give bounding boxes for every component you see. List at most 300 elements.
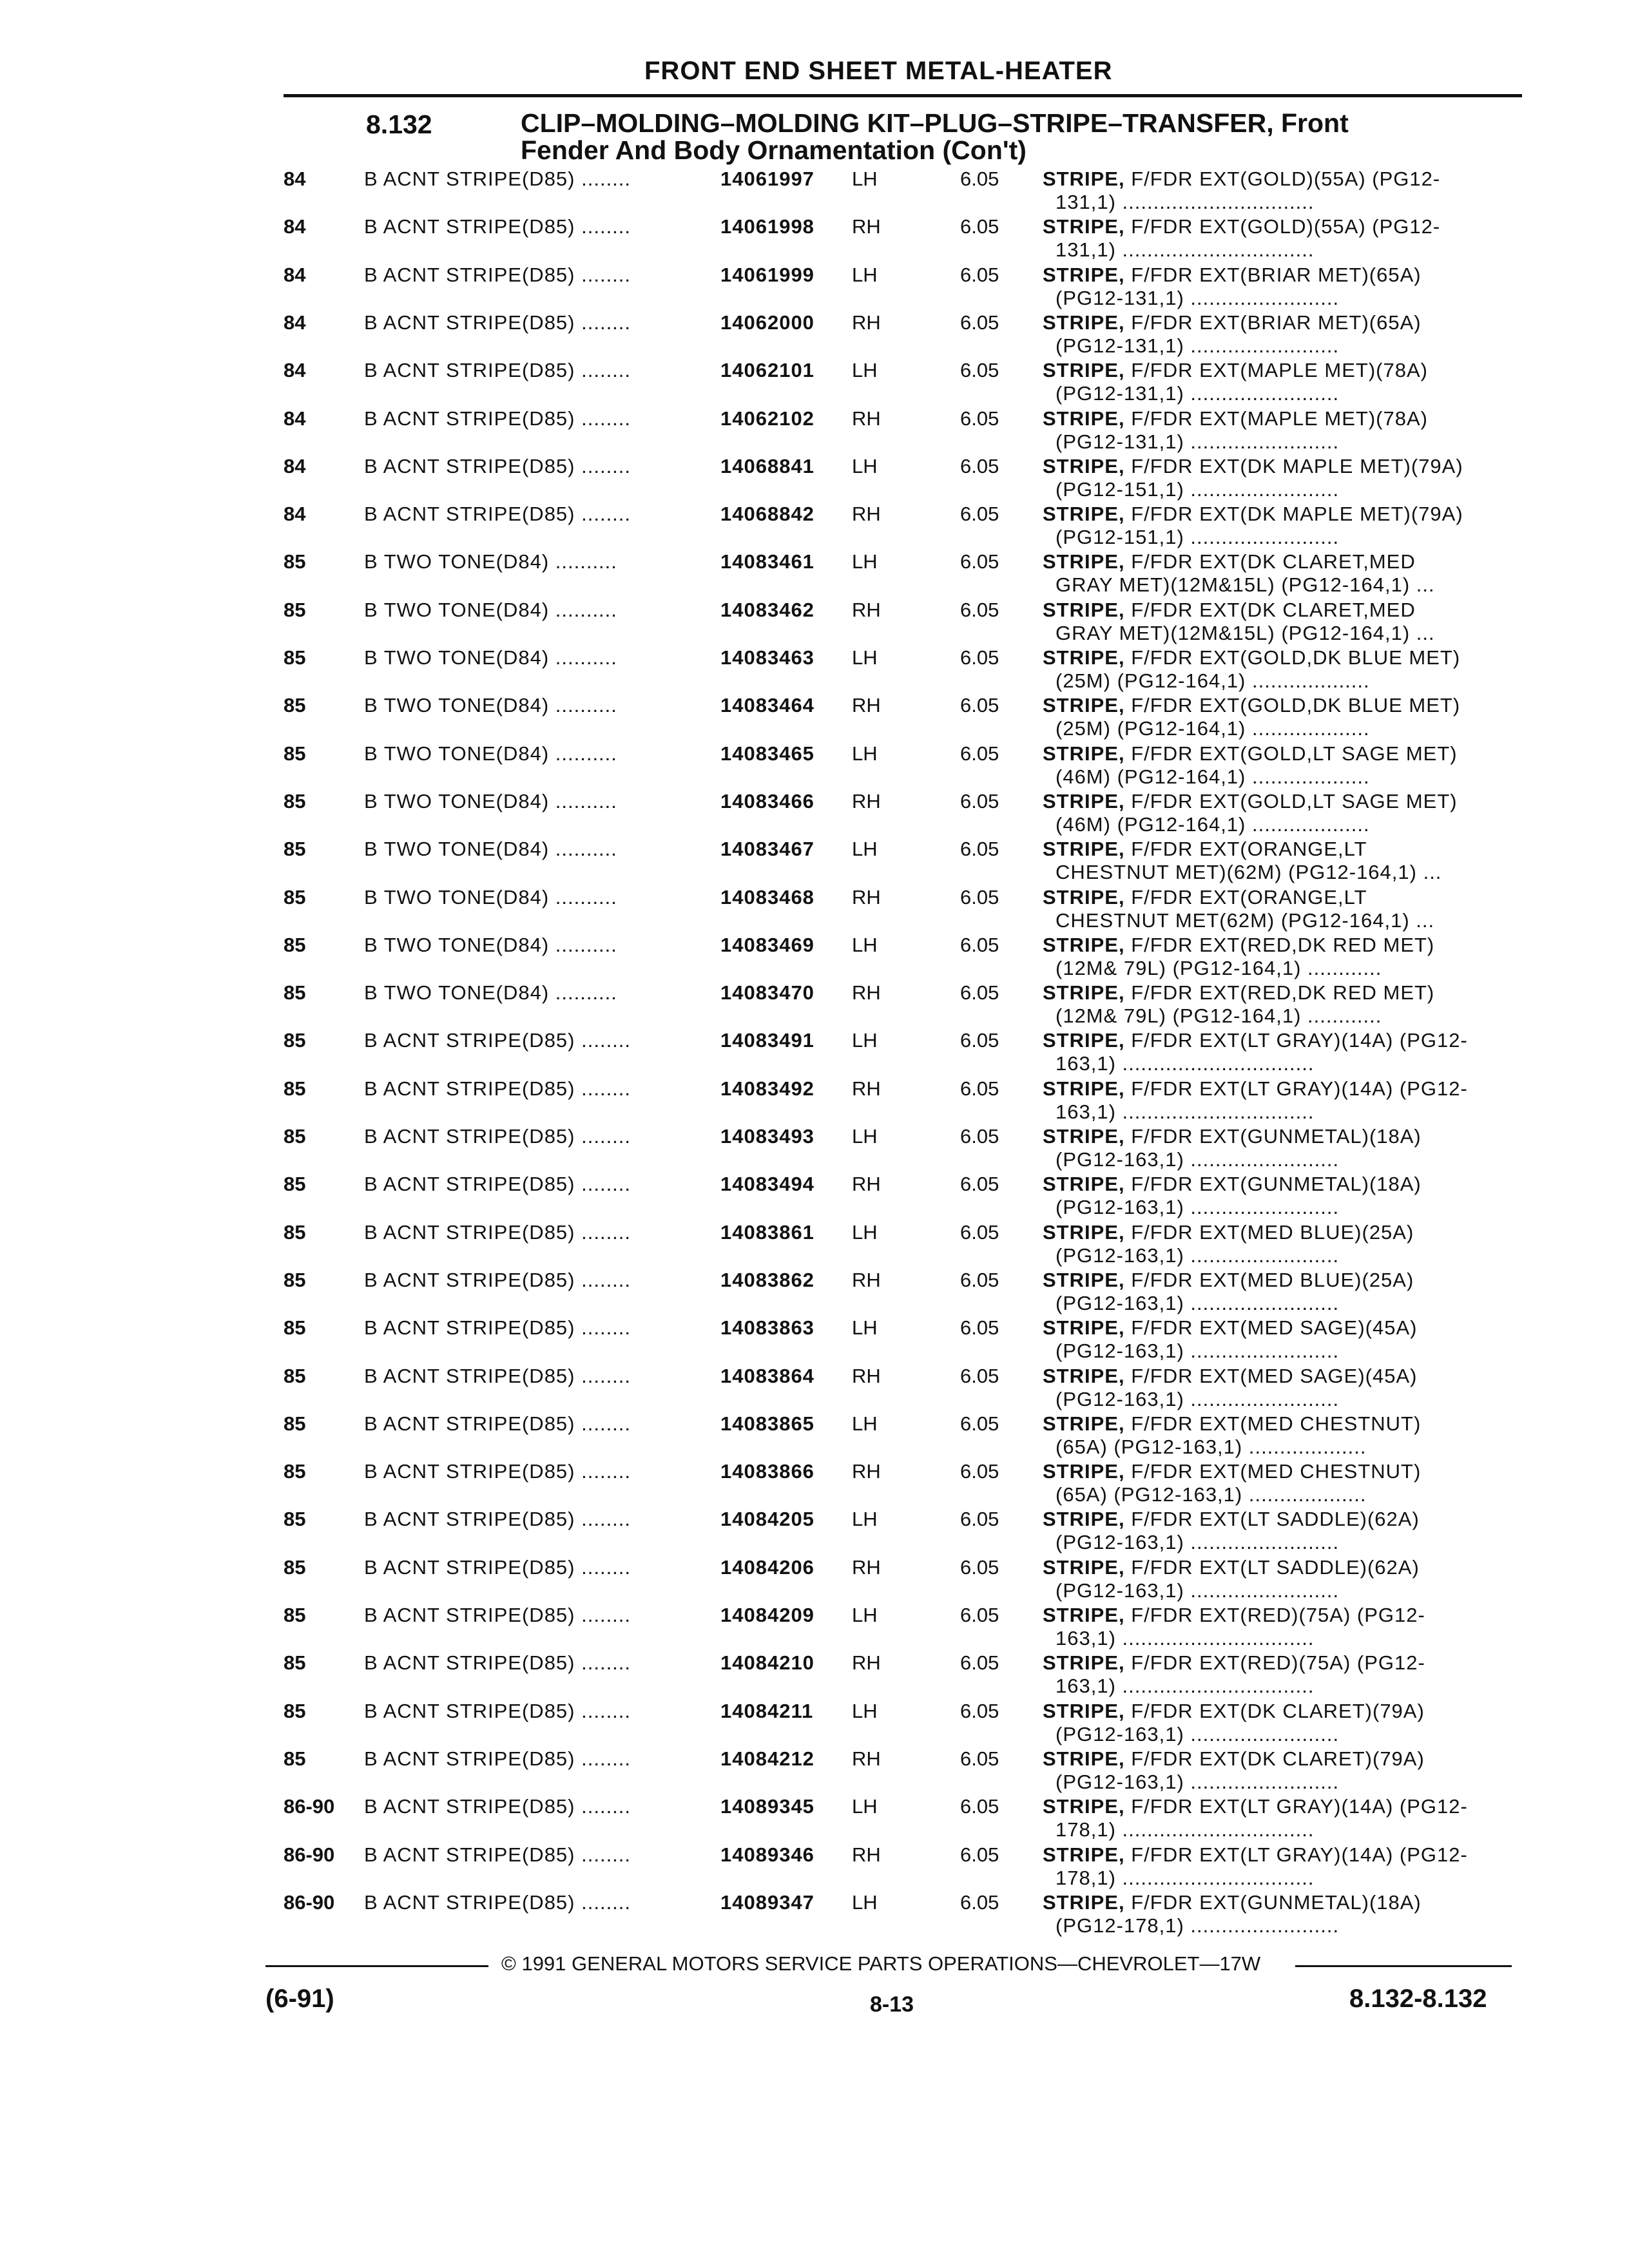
row-description: B ACNT STRIPE(D85) ........	[364, 1077, 631, 1100]
row-year: 85	[284, 1651, 306, 1674]
row-description: B ACNT STRIPE(D85) ........	[364, 1029, 631, 1052]
row-side: LH	[852, 1125, 878, 1148]
row-part-number: 14084206	[720, 1556, 815, 1579]
row-note-line1	[1043, 1029, 1468, 1052]
row-note-keyword: STRIPE,	[1043, 215, 1125, 238]
row-note-line2: (25M) (PG12-164,1) ...................	[1055, 717, 1370, 740]
row-note-keyword: STRIPE,	[1043, 503, 1125, 525]
row-part-number: 14083493	[720, 1125, 815, 1148]
row-year: 84	[284, 407, 306, 430]
row-note-line1	[1043, 1125, 1422, 1148]
footer-page-number: 8-13	[870, 1992, 914, 2017]
row-note-text: F/FDR EXT(LT GRAY)(14A) (PG12-	[1124, 1077, 1468, 1100]
row-note-line1	[1043, 1795, 1468, 1818]
row-side: RH	[852, 1269, 881, 1291]
row-year: 85	[284, 550, 306, 573]
row-part-number: 14083863	[720, 1316, 815, 1339]
row-note-line2: (12M& 79L) (PG12-164,1) ............	[1055, 1004, 1382, 1027]
table-row	[0, 599, 1629, 646]
row-group: 6.05	[960, 1508, 999, 1530]
row-note-keyword: STRIPE,	[1043, 599, 1125, 621]
row-group: 6.05	[960, 790, 999, 812]
row-note-keyword: STRIPE,	[1043, 407, 1125, 430]
row-note-keyword: STRIPE,	[1043, 790, 1125, 812]
row-note-line2: 163,1) ...............................	[1055, 1675, 1315, 1697]
row-note-text: F/FDR EXT(LT SADDLE)(62A)	[1124, 1508, 1420, 1530]
row-note-line2: (PG12-151,1) ........................	[1055, 526, 1340, 548]
row-note-text: F/FDR EXT(MED SAGE)(45A)	[1124, 1365, 1418, 1387]
row-note-line1	[1043, 1700, 1425, 1723]
table-row	[0, 1077, 1629, 1125]
row-description: B TWO TONE(D84) ..........	[364, 790, 617, 812]
table-row	[0, 886, 1629, 934]
row-note-line1	[1043, 1316, 1417, 1340]
row-note-line1	[1043, 1651, 1425, 1675]
row-part-number: 14068842	[720, 503, 815, 525]
row-part-number: 14089346	[720, 1843, 815, 1866]
row-group: 6.05	[960, 1747, 999, 1770]
row-note-keyword: STRIPE,	[1043, 264, 1125, 286]
row-note-line2: 163,1) ...............................	[1055, 1052, 1315, 1075]
row-part-number: 14083465	[720, 742, 815, 765]
row-note-line1	[1043, 790, 1458, 813]
row-part-number: 14083468	[720, 886, 815, 908]
row-year: 85	[284, 1077, 306, 1100]
table-row	[0, 981, 1629, 1029]
row-description: B ACNT STRIPE(D85) ........	[364, 1843, 631, 1866]
table-row	[0, 790, 1629, 838]
row-note-line2: 178,1) ...............................	[1055, 1818, 1315, 1841]
row-side: LH	[852, 1412, 878, 1435]
row-year: 85	[284, 1125, 306, 1148]
row-group: 6.05	[960, 359, 999, 381]
row-part-number: 14062101	[720, 359, 815, 381]
row-year: 85	[284, 646, 306, 669]
row-note-line1	[1043, 1891, 1422, 1914]
row-year: 84	[284, 168, 306, 190]
row-note-line2: 131,1) ...............................	[1055, 191, 1315, 213]
row-note-text: F/FDR EXT(DK CLARET)(79A)	[1124, 1747, 1425, 1770]
row-note-line1	[1043, 550, 1416, 573]
row-group: 6.05	[960, 1604, 999, 1626]
table-row	[0, 1556, 1629, 1604]
row-description: B ACNT STRIPE(D85) ........	[364, 1269, 631, 1291]
row-description: B ACNT STRIPE(D85) ........	[364, 264, 631, 286]
row-note-line1	[1043, 503, 1463, 526]
row-year: 84	[284, 503, 306, 525]
row-group: 6.05	[960, 838, 999, 860]
row-group: 6.05	[960, 215, 999, 238]
row-year: 85	[284, 742, 306, 765]
row-year: 86-90	[284, 1795, 335, 1818]
row-side: LH	[852, 1700, 878, 1722]
row-note-keyword: STRIPE,	[1043, 1221, 1125, 1244]
row-year: 85	[284, 1604, 306, 1626]
row-part-number: 14083494	[720, 1173, 815, 1195]
row-side: LH	[852, 1029, 878, 1052]
table-row	[0, 503, 1629, 550]
row-note-text: F/FDR EXT(LT GRAY)(14A) (PG12-	[1124, 1843, 1468, 1866]
row-note-line1	[1043, 599, 1416, 622]
row-side: LH	[852, 1891, 878, 1914]
row-note-line2: (46M) (PG12-164,1) ...................	[1055, 813, 1370, 836]
row-note-keyword: STRIPE,	[1043, 1029, 1125, 1052]
row-note-text: F/FDR EXT(MAPLE MET)(78A)	[1124, 359, 1428, 381]
row-description: B ACNT STRIPE(D85) ........	[364, 455, 631, 477]
row-group: 6.05	[960, 1843, 999, 1866]
table-row	[0, 742, 1629, 790]
table-row	[0, 455, 1629, 503]
table-row	[0, 168, 1629, 215]
row-description: B TWO TONE(D84) ..........	[364, 742, 617, 765]
row-year: 85	[284, 838, 306, 860]
row-part-number: 14083470	[720, 981, 815, 1004]
row-group: 6.05	[960, 550, 999, 573]
row-group: 6.05	[960, 407, 999, 430]
row-group: 6.05	[960, 1125, 999, 1148]
row-description: B TWO TONE(D84) ..........	[364, 838, 617, 860]
row-note-line1	[1043, 981, 1434, 1004]
table-row	[0, 1412, 1629, 1460]
row-description: B ACNT STRIPE(D85) ........	[364, 407, 631, 430]
row-note-line1	[1043, 838, 1367, 861]
header-rule	[284, 94, 1522, 97]
row-note-keyword: STRIPE,	[1043, 1412, 1125, 1435]
row-note-line1	[1043, 1604, 1425, 1627]
row-year: 85	[284, 1365, 306, 1387]
row-description: B ACNT STRIPE(D85) ........	[364, 1460, 631, 1483]
row-note-line1	[1043, 455, 1463, 478]
row-note-keyword: STRIPE,	[1043, 1125, 1125, 1148]
row-note-line2: CHESTNUT MET)(62M) (PG12-164,1) ...	[1055, 861, 1442, 883]
row-year: 85	[284, 981, 306, 1004]
row-group: 6.05	[960, 1460, 999, 1483]
row-side: RH	[852, 981, 881, 1004]
row-part-number: 14083463	[720, 646, 815, 669]
row-side: RH	[852, 1077, 881, 1100]
row-note-keyword: STRIPE,	[1043, 1556, 1125, 1579]
row-side: RH	[852, 1173, 881, 1195]
row-group: 6.05	[960, 1556, 999, 1579]
row-note-text: F/FDR EXT(DK MAPLE MET)(79A)	[1124, 503, 1463, 525]
row-note-line1	[1043, 1556, 1420, 1579]
row-note-keyword: STRIPE,	[1043, 1700, 1125, 1722]
row-note-keyword: STRIPE,	[1043, 838, 1125, 860]
table-row	[0, 1029, 1629, 1077]
row-group: 6.05	[960, 1365, 999, 1387]
row-year: 85	[284, 790, 306, 812]
row-part-number: 14083862	[720, 1269, 815, 1291]
row-group: 6.05	[960, 934, 999, 956]
footer-revision: (6-91)	[265, 1984, 334, 2013]
row-note-line1	[1043, 886, 1367, 909]
row-group: 6.05	[960, 1412, 999, 1435]
row-description: B TWO TONE(D84) ..........	[364, 550, 617, 573]
row-note-keyword: STRIPE,	[1043, 981, 1125, 1004]
row-note-line2: (PG12-163,1) ........................	[1055, 1531, 1340, 1553]
row-description: B ACNT STRIPE(D85) ........	[364, 359, 631, 381]
row-group: 6.05	[960, 1173, 999, 1195]
row-year: 84	[284, 359, 306, 381]
row-group: 6.05	[960, 311, 999, 334]
row-note-text: F/FDR EXT(LT GRAY)(14A) (PG12-	[1124, 1029, 1468, 1052]
row-note-line2: GRAY MET)(12M&15L) (PG12-164,1) ...	[1055, 622, 1435, 644]
row-side: LH	[852, 1795, 878, 1818]
row-note-keyword: STRIPE,	[1043, 1747, 1125, 1770]
row-description: B ACNT STRIPE(D85) ........	[364, 1651, 631, 1674]
row-note-line2: (PG12-163,1) ........................	[1055, 1388, 1340, 1410]
row-description: B ACNT STRIPE(D85) ........	[364, 168, 631, 190]
row-note-line2: (46M) (PG12-164,1) ...................	[1055, 765, 1370, 788]
row-description: B ACNT STRIPE(D85) ........	[364, 1795, 631, 1818]
row-note-line2: GRAY MET)(12M&15L) (PG12-164,1) ...	[1055, 573, 1435, 596]
row-part-number: 14068841	[720, 455, 815, 477]
row-description: B ACNT STRIPE(D85) ........	[364, 1412, 631, 1435]
row-note-text: F/FDR EXT(MED CHESTNUT)	[1124, 1412, 1422, 1435]
row-group: 6.05	[960, 694, 999, 716]
row-note-keyword: STRIPE,	[1043, 1891, 1125, 1914]
table-row	[0, 550, 1629, 598]
table-row	[0, 1891, 1629, 1939]
row-part-number: 14083865	[720, 1412, 815, 1435]
row-note-text: F/FDR EXT(DK CLARET,MED	[1124, 599, 1416, 621]
table-row	[0, 1651, 1629, 1699]
table-row	[0, 264, 1629, 311]
row-note-keyword: STRIPE,	[1043, 646, 1125, 669]
row-description: B ACNT STRIPE(D85) ........	[364, 1700, 631, 1722]
row-note-text: F/FDR EXT(MED CHESTNUT)	[1124, 1460, 1422, 1483]
row-year: 86-90	[284, 1891, 335, 1914]
table-row	[0, 934, 1629, 981]
row-note-keyword: STRIPE,	[1043, 1269, 1125, 1291]
row-year: 85	[284, 694, 306, 716]
row-note-line2: (PG12-163,1) ........................	[1055, 1244, 1340, 1267]
row-year: 85	[284, 1747, 306, 1770]
row-note-keyword: STRIPE,	[1043, 550, 1125, 573]
row-note-line2: (PG12-163,1) ........................	[1055, 1579, 1340, 1602]
row-note-line2: (PG12-163,1) ........................	[1055, 1723, 1340, 1745]
row-side: RH	[852, 503, 881, 525]
table-row	[0, 1747, 1629, 1795]
section-number: 8.132	[366, 110, 432, 139]
row-note-text: F/FDR EXT(MED BLUE)(25A)	[1124, 1221, 1414, 1244]
row-part-number: 14061998	[720, 215, 815, 238]
row-part-number: 14083464	[720, 694, 815, 716]
row-note-text: F/FDR EXT(DK MAPLE MET)(79A)	[1124, 455, 1463, 477]
row-note-text: F/FDR EXT(RED,DK RED MET)	[1124, 981, 1435, 1004]
row-group: 6.05	[960, 503, 999, 525]
row-side: LH	[852, 359, 878, 381]
footer-rule-left	[265, 1965, 488, 1967]
table-row	[0, 1269, 1629, 1316]
row-note-keyword: STRIPE,	[1043, 168, 1125, 190]
row-note-line1	[1043, 407, 1428, 430]
row-side: LH	[852, 264, 878, 286]
row-note-text: F/FDR EXT(MAPLE MET)(78A)	[1124, 407, 1428, 430]
row-description: B ACNT STRIPE(D85) ........	[364, 1365, 631, 1387]
row-side: LH	[852, 934, 878, 956]
row-note-line1	[1043, 1460, 1421, 1483]
row-note-text: F/FDR EXT(GOLD,DK BLUE MET)	[1124, 646, 1461, 669]
table-row	[0, 1604, 1629, 1651]
footer-rule-right	[1295, 1965, 1512, 1967]
row-group: 6.05	[960, 1700, 999, 1722]
row-year: 84	[284, 311, 306, 334]
row-part-number: 14083866	[720, 1460, 815, 1483]
row-part-number: 14089345	[720, 1795, 815, 1818]
row-note-text: F/FDR EXT(RED,DK RED MET)	[1124, 934, 1435, 956]
row-note-line1	[1043, 1508, 1420, 1531]
row-note-line2: 178,1) ...............................	[1055, 1867, 1315, 1889]
row-note-line2: (PG12-163,1) ........................	[1055, 1771, 1340, 1793]
row-part-number: 14083864	[720, 1365, 815, 1387]
row-side: LH	[852, 742, 878, 765]
row-group: 6.05	[960, 168, 999, 190]
row-note-text: F/FDR EXT(BRIAR MET)(65A)	[1124, 264, 1422, 286]
row-group: 6.05	[960, 1651, 999, 1674]
row-note-line1	[1043, 264, 1422, 287]
row-note-line1	[1043, 1269, 1414, 1292]
section-title	[521, 110, 1349, 164]
row-side: RH	[852, 1843, 881, 1866]
footer-section-range: 8.132-8.132	[1349, 1984, 1487, 2013]
table-row	[0, 1365, 1629, 1412]
row-note-keyword: STRIPE,	[1043, 1843, 1125, 1866]
table-row	[0, 215, 1629, 263]
row-description: B TWO TONE(D84) ..........	[364, 599, 617, 621]
row-note-keyword: STRIPE,	[1043, 1508, 1125, 1530]
row-note-line1	[1043, 646, 1460, 669]
row-side: LH	[852, 1508, 878, 1530]
row-year: 84	[284, 264, 306, 286]
row-note-keyword: STRIPE,	[1043, 1651, 1125, 1674]
row-description: B TWO TONE(D84) ..........	[364, 934, 617, 956]
row-part-number: 14083467	[720, 838, 815, 860]
row-note-text: F/FDR EXT(GOLD,LT SAGE MET)	[1124, 742, 1458, 765]
row-side: RH	[852, 1651, 881, 1674]
row-side: RH	[852, 1747, 881, 1770]
row-description: B ACNT STRIPE(D85) ........	[364, 311, 631, 334]
row-group: 6.05	[960, 264, 999, 286]
row-note-keyword: STRIPE,	[1043, 1604, 1125, 1626]
row-note-text: F/FDR EXT(GOLD,LT SAGE MET)	[1124, 790, 1458, 812]
row-group: 6.05	[960, 1269, 999, 1291]
row-part-number: 14084210	[720, 1651, 815, 1674]
row-part-number: 14084209	[720, 1604, 815, 1626]
row-note-line2: (12M& 79L) (PG12-164,1) ............	[1055, 957, 1382, 979]
row-side: RH	[852, 790, 881, 812]
row-note-line2: 163,1) ...............................	[1055, 1627, 1315, 1649]
row-description: B TWO TONE(D84) ..........	[364, 694, 617, 716]
row-note-text: F/FDR EXT(DK CLARET)(79A)	[1124, 1700, 1425, 1722]
row-side: RH	[852, 599, 881, 621]
row-year: 86-90	[284, 1843, 335, 1866]
row-group: 6.05	[960, 1891, 999, 1914]
row-side: LH	[852, 550, 878, 573]
page-header-title: FRONT END SHEET METAL-HEATER	[644, 57, 1113, 85]
row-note-line2: (65A) (PG12-163,1) ...................	[1055, 1483, 1367, 1506]
row-year: 85	[284, 1556, 306, 1579]
row-group: 6.05	[960, 981, 999, 1004]
row-group: 6.05	[960, 1221, 999, 1244]
row-note-line1	[1043, 1412, 1421, 1436]
row-part-number: 14084205	[720, 1508, 815, 1530]
table-row	[0, 1125, 1629, 1173]
row-note-line2: (PG12-163,1) ........................	[1055, 1148, 1340, 1171]
row-part-number: 14084211	[720, 1700, 814, 1722]
row-year: 85	[284, 1508, 306, 1530]
row-note-keyword: STRIPE,	[1043, 1365, 1125, 1387]
row-note-text: F/FDR EXT(MED SAGE)(45A)	[1124, 1316, 1418, 1339]
row-part-number: 14083492	[720, 1077, 815, 1100]
section-title-line1: CLIP–MOLDING–MOLDING KIT–PLUG–STRIPE–TRANSFER, Front	[521, 108, 1349, 138]
row-side: RH	[852, 1460, 881, 1483]
row-note-line1	[1043, 311, 1422, 334]
row-note-text: F/FDR EXT(GUNMETAL)(18A)	[1124, 1125, 1422, 1148]
row-group: 6.05	[960, 1077, 999, 1100]
footer-copyright: © 1991 GENERAL MOTORS SERVICE PARTS OPERATIONS—CHEVROLET—17W	[501, 1952, 1261, 1975]
row-note-text: F/FDR EXT(LT GRAY)(14A) (PG12-	[1124, 1795, 1468, 1818]
row-note-line2: (PG12-131,1) ........................	[1055, 287, 1340, 309]
row-side: RH	[852, 694, 881, 716]
row-description: B ACNT STRIPE(D85) ........	[364, 215, 631, 238]
row-group: 6.05	[960, 1795, 999, 1818]
row-description: B TWO TONE(D84) ..........	[364, 981, 617, 1004]
table-row	[0, 1508, 1629, 1555]
row-year: 85	[284, 934, 306, 956]
row-side: LH	[852, 1221, 878, 1244]
row-note-keyword: STRIPE,	[1043, 742, 1125, 765]
table-row	[0, 1843, 1629, 1891]
row-group: 6.05	[960, 455, 999, 477]
row-group: 6.05	[960, 599, 999, 621]
section-title-line2: Fender And Body Ornamentation (Con't)	[521, 135, 1027, 165]
row-note-text: F/FDR EXT(ORANGE,LT	[1124, 886, 1367, 908]
row-side: RH	[852, 1365, 881, 1387]
row-note-line1	[1043, 1077, 1468, 1100]
row-note-keyword: STRIPE,	[1043, 311, 1125, 334]
table-row	[0, 311, 1629, 359]
row-description: B ACNT STRIPE(D85) ........	[364, 1173, 631, 1195]
row-side: RH	[852, 886, 881, 908]
row-note-text: F/FDR EXT(MED BLUE)(25A)	[1124, 1269, 1414, 1291]
table-row	[0, 838, 1629, 885]
table-row	[0, 1316, 1629, 1364]
row-description: B ACNT STRIPE(D85) ........	[364, 1891, 631, 1914]
row-part-number: 14061999	[720, 264, 815, 286]
row-note-keyword: STRIPE,	[1043, 1173, 1125, 1195]
table-row	[0, 1221, 1629, 1269]
row-note-line2: 163,1) ...............................	[1055, 1100, 1315, 1123]
row-note-line1	[1043, 1365, 1417, 1388]
row-note-text: F/FDR EXT(GOLD)(55A) (PG12-	[1124, 168, 1441, 190]
row-part-number: 14089347	[720, 1891, 815, 1914]
row-note-line2: (PG12-151,1) ........................	[1055, 478, 1340, 501]
row-side: LH	[852, 455, 878, 477]
row-note-keyword: STRIPE,	[1043, 1316, 1125, 1339]
row-part-number: 14083861	[720, 1221, 815, 1244]
row-note-line1	[1043, 1843, 1468, 1867]
row-group: 6.05	[960, 1316, 999, 1339]
table-row	[0, 1795, 1629, 1843]
row-note-keyword: STRIPE,	[1043, 455, 1125, 477]
row-note-line1	[1043, 215, 1440, 238]
row-note-line1	[1043, 1747, 1425, 1771]
row-note-text: F/FDR EXT(BRIAR MET)(65A)	[1124, 311, 1422, 334]
row-year: 85	[284, 886, 306, 908]
row-side: LH	[852, 838, 878, 860]
row-note-text: F/FDR EXT(DK CLARET,MED	[1124, 550, 1416, 573]
